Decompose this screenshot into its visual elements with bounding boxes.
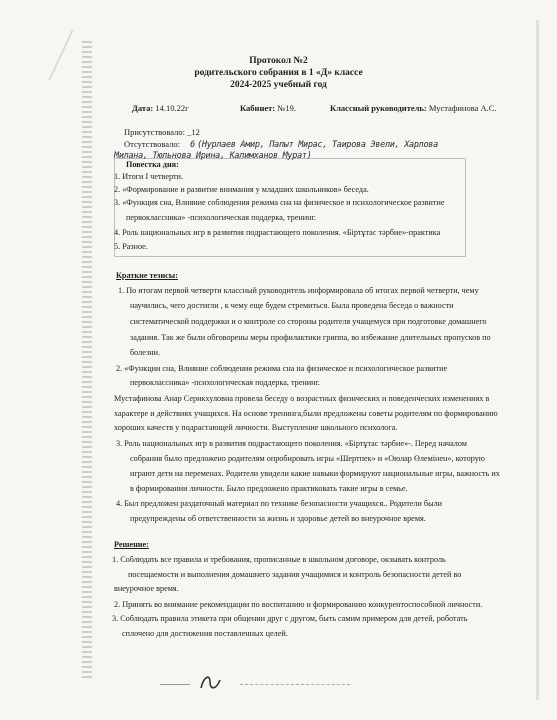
absent-names-line-2: Милана, Тюльнова Ирина, Калимханов Мурат): [114, 151, 312, 161]
teacher-row: [330, 103, 497, 113]
agenda-item: 1. Итоги I четверти.: [114, 172, 183, 181]
theses-line: 1. По итогам первой четверти классный руководитель информировала об итогах первой четверти, чему: [118, 286, 479, 295]
absent-count: 6: [190, 140, 195, 150]
decision-title: Решение:: [114, 540, 149, 549]
theses-line: задания. Так же были обговорены меры профилактики гриппа, во избежание длительных пропусков по: [130, 333, 491, 342]
absent-row: [124, 139, 438, 150]
theses-line: первоклассника» -психологическая поддерка, тренинг.: [130, 378, 320, 387]
theses-line: в формировании личности. Было предложено практиковать такие игры в семье.: [130, 484, 408, 493]
date-value: 14.10.22г: [155, 103, 189, 113]
theses-line: 3. Роль национальных игр в развития подрастающего поколения. «Біртұтас тәрбие»-. Перед началом: [116, 439, 467, 448]
decision-line: 3. Соблюдать правила этикета при общении друг с другом, быть самим примером для детей, роботать: [112, 614, 468, 623]
decision-line: 2. Принять во внимание рекомендации по воспитанию и формированию конкурентоспособной личности.: [114, 600, 483, 609]
theses-line: играют дети на переменах. Родители увидели какие навыки формируют национальные игры, важность их: [130, 469, 500, 478]
theses-line: научились, чего достигли , к чему еще будем стремиться. Была проведена беседа о важности: [130, 301, 454, 310]
theses-line: Мустафинова Анар Серикхуловна провела беседу о возрастных физических и поведенческих изменениях в: [114, 394, 490, 403]
protocol-year: 2024-2025 учебный год: [230, 80, 327, 90]
protocol-subtitle: родительского собрания в 1 «Д» классе: [194, 68, 363, 78]
present-value: _12: [187, 127, 200, 137]
theses-line: систематической поддержки и о контроле со стороны родителя учащемуся при подготовке домашнего: [130, 317, 487, 326]
date-label: Дата:: [132, 103, 154, 113]
scan-binding-edge: [82, 38, 92, 678]
decision-line: внеурочное время.: [114, 584, 179, 593]
present-label: Присутствовало:: [124, 127, 185, 137]
theses-line: предупреждены об ответственности за жизнь и здоровье детей во внеурочное время.: [130, 514, 426, 523]
agenda-item: 2. «Формирование и развитие внимания у младших школьников» беседа.: [114, 185, 369, 194]
present-row: [124, 127, 200, 137]
signature-line-right: [240, 684, 350, 685]
theses-line: хороших качеств у подрастающей личности. Выступление школьного психолога.: [114, 423, 398, 432]
absent-names-line-1: (Нурлаев Амир, Папыт Мирас, Таирова Эвели, Харлова: [197, 140, 438, 150]
agenda-frame: [114, 158, 466, 257]
absent-label: Отсутствовало:: [124, 139, 180, 149]
signature-scribble: [198, 672, 224, 694]
teacher-label: Классный руководитель:: [330, 103, 427, 113]
date-row: [132, 103, 189, 113]
theses-line: характере и действиях учащихся. На основе тренинга,были предложены советы родителям по формированию: [114, 409, 498, 418]
decision-line: посещаемости и выполнения домашнего задания учащимися и контроль безопасности детей во: [128, 570, 462, 579]
theses-line: 4. Был предложен раздаточный материал по технике безопасности учащихся.. Родители были: [116, 499, 443, 508]
theses-title: Краткие тезисы:: [116, 271, 178, 280]
teacher-value: Мустафинова А.С.: [428, 103, 497, 113]
theses-line: 2. «Функции сна, Влияние соблюдения режима сна на физическое и психологическое развитие: [116, 364, 448, 373]
agenda-item: 4. Роль национальных игр в развития подрастающего поколения. «Біртұтас тәрбие»-практика: [114, 228, 441, 237]
decision-line: 1. Соблюдать все правила и требования, прописанные в школьном договоре, окзывать контроль: [112, 555, 446, 564]
agenda-item: 3. «Функция сна, Влияние соблюдения режима сна на физическое и психологическое развитие: [114, 198, 445, 207]
decision-line: сплочено для достижения поставленных целей.: [122, 629, 288, 638]
agenda-title: Повестка дня:: [126, 160, 179, 169]
room-value: №19.: [277, 103, 296, 113]
theses-line: болезни.: [130, 348, 161, 357]
agenda-item: 5. Разное.: [114, 242, 148, 251]
room-row: [240, 103, 296, 113]
room-label: Кабинет:: [240, 103, 276, 113]
theses-line: собрания было предложено родителям опробировать игры «Шертпек» и «Оюлар Өлемінен», которую: [130, 454, 485, 463]
agenda-item: первоклассника» -психологическая поддерка, тренинг.: [126, 213, 316, 222]
protocol-title: Протокол №2: [249, 56, 308, 66]
scan-right-edge: [536, 20, 539, 700]
signature-line-left: [160, 684, 190, 685]
